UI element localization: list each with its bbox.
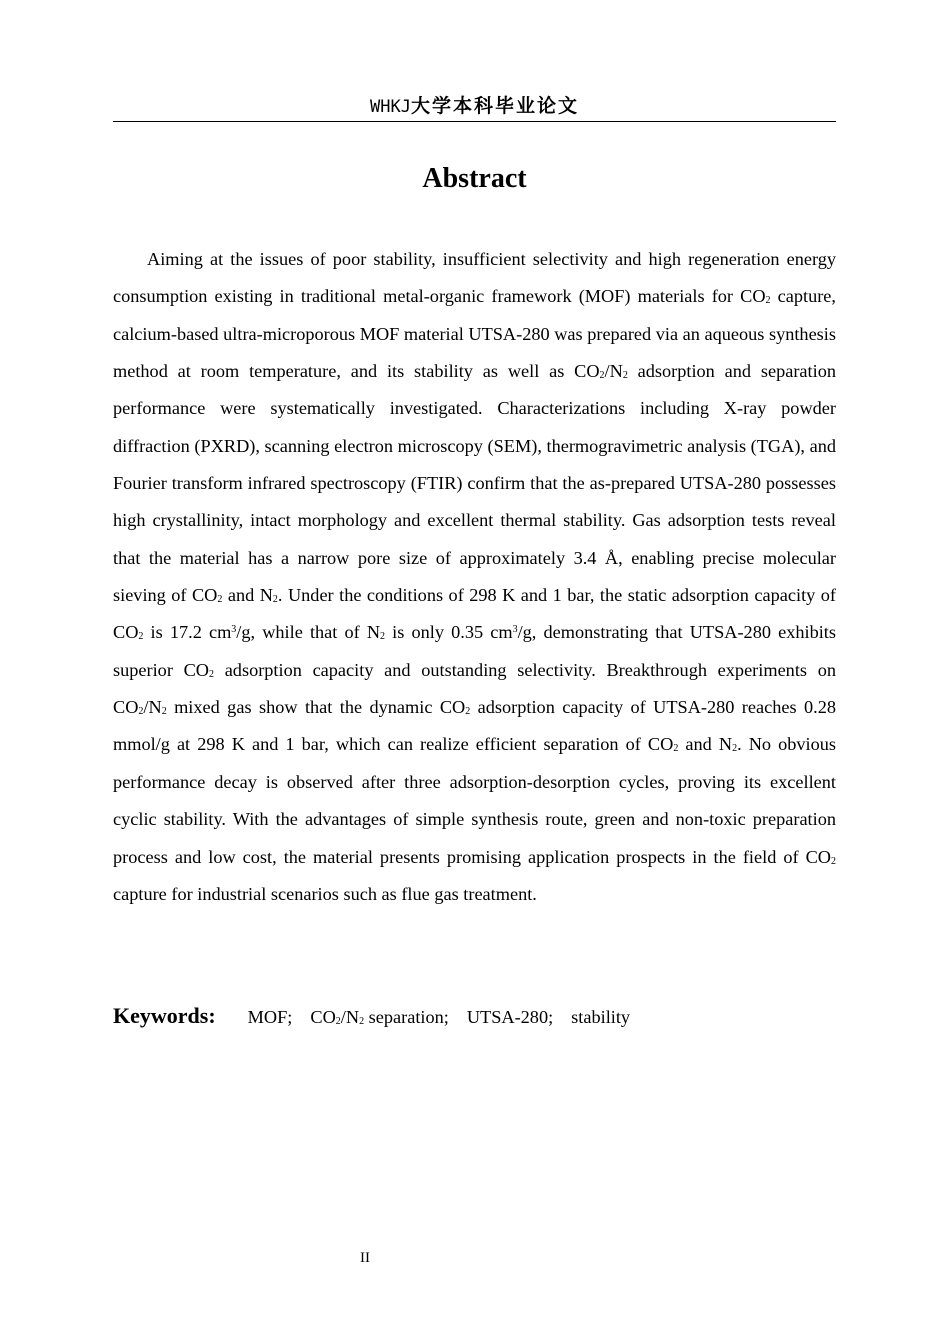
abstract-text: /g, while that of N: [236, 622, 381, 643]
abstract-text: capture, calcium-based ultra-microporous MOF material UTSA-280 was prepared via an aqueous synthesis method at room temperature, and its stability as well as CO: [113, 286, 836, 382]
abstract-text: Aiming at the issues of poor stability, insufficient selectivity and high regeneration energy consumption existing in traditional metal-organic framework (MOF) materials for CO: [113, 249, 836, 307]
abstract-text: is 17.2 cm: [143, 622, 232, 643]
abstract-text: /N: [143, 697, 162, 718]
abstract-text: and N: [222, 585, 273, 606]
keyword-text: separation;: [364, 1007, 449, 1027]
subscript-2: 2: [272, 594, 278, 606]
subscript-2: 2: [765, 295, 771, 307]
subscript-2: 2: [732, 743, 738, 755]
superscript-3: 3: [512, 624, 518, 636]
keyword-item: [310, 1007, 448, 1027]
running-header: [113, 92, 836, 120]
abstract-text: . No obvious performance decay is observed after three adsorption-desorption cycles, proving its excellent cyclic stability. With the advantages of simple synthesis route, green and non-toxic preparation process and low cost, the material presents promising application prospects in the field of CO: [113, 734, 837, 867]
abstract-text: /g, demonstrating that UTSA-280 exhibits superior CO: [113, 622, 836, 680]
page-number: II: [360, 1250, 370, 1266]
abstract-text: capture for industrial scenarios such as flue gas treatment.: [113, 883, 537, 904]
abstract-text: /N: [604, 361, 623, 382]
keyword-text: CO: [310, 1007, 336, 1027]
header-cjk-text: 大学本科毕业论文: [410, 95, 579, 117]
subscript-2: 2: [335, 1016, 341, 1027]
abstract-text: . Under the conditions of 298 K and 1 bar, the static adsorption capacity of CO: [113, 585, 837, 643]
subscript-2: 2: [138, 631, 144, 643]
abstract-text: adsorption capacity of UTSA-280 reaches 0.28 mmol/g at 298 K and 1 bar, which can realize efficient separation of CO: [113, 697, 836, 755]
subscript-2: 2: [673, 743, 679, 755]
subscript-2: 2: [138, 706, 144, 718]
subscript-2: 2: [599, 370, 605, 382]
abstract-text: is only 0.35 cm: [385, 622, 513, 643]
superscript-3: 3: [231, 624, 237, 636]
subscript-2: 2: [831, 855, 836, 867]
page-title: Abstract: [422, 163, 527, 194]
abstract-text: mixed gas show that the dynamic CO: [166, 697, 466, 718]
header-rule: [113, 121, 836, 122]
keyword-item: UTSA-280;: [466, 1007, 554, 1027]
keywords-line: [113, 998, 836, 1037]
header-latin-text: WHKJ: [370, 97, 411, 117]
abstract-paragraph: [113, 241, 836, 913]
abstract-text: adsorption capacity and outstanding selectivity. Breakthrough experiments on CO: [113, 659, 836, 718]
subscript-2: 2: [380, 631, 386, 643]
abstract-text: adsorption and separation performance were systematically investigated. Characterizations including X-ray powder diffraction (PXRD), scanning electron microscopy (SEM), thermogravimetric analysis (TGA), and Fourier transform infrared spectroscopy (FTIR) confirm that the as-prepared UTSA-280 possesses high crystallinity, intact morphology and excellent thermal stability. Gas adsorption tests reveal that the material has a narrow pore size of approximately 3.4 Å, enabling precise molecular sieving of CO: [113, 361, 836, 606]
keyword-item: MOF;: [247, 1007, 293, 1027]
subscript-2: 2: [217, 594, 223, 606]
abstract-text: and N: [678, 734, 733, 755]
subscript-2: 2: [465, 706, 471, 718]
subscript-2: 2: [209, 668, 214, 680]
keyword-item: stability: [571, 1007, 631, 1027]
keyword-text: /N: [340, 1007, 360, 1027]
subscript-2: 2: [622, 370, 628, 382]
keywords-label: Keywords:: [113, 1003, 216, 1028]
subscript-2: 2: [359, 1016, 365, 1027]
subscript-2: 2: [161, 706, 167, 718]
